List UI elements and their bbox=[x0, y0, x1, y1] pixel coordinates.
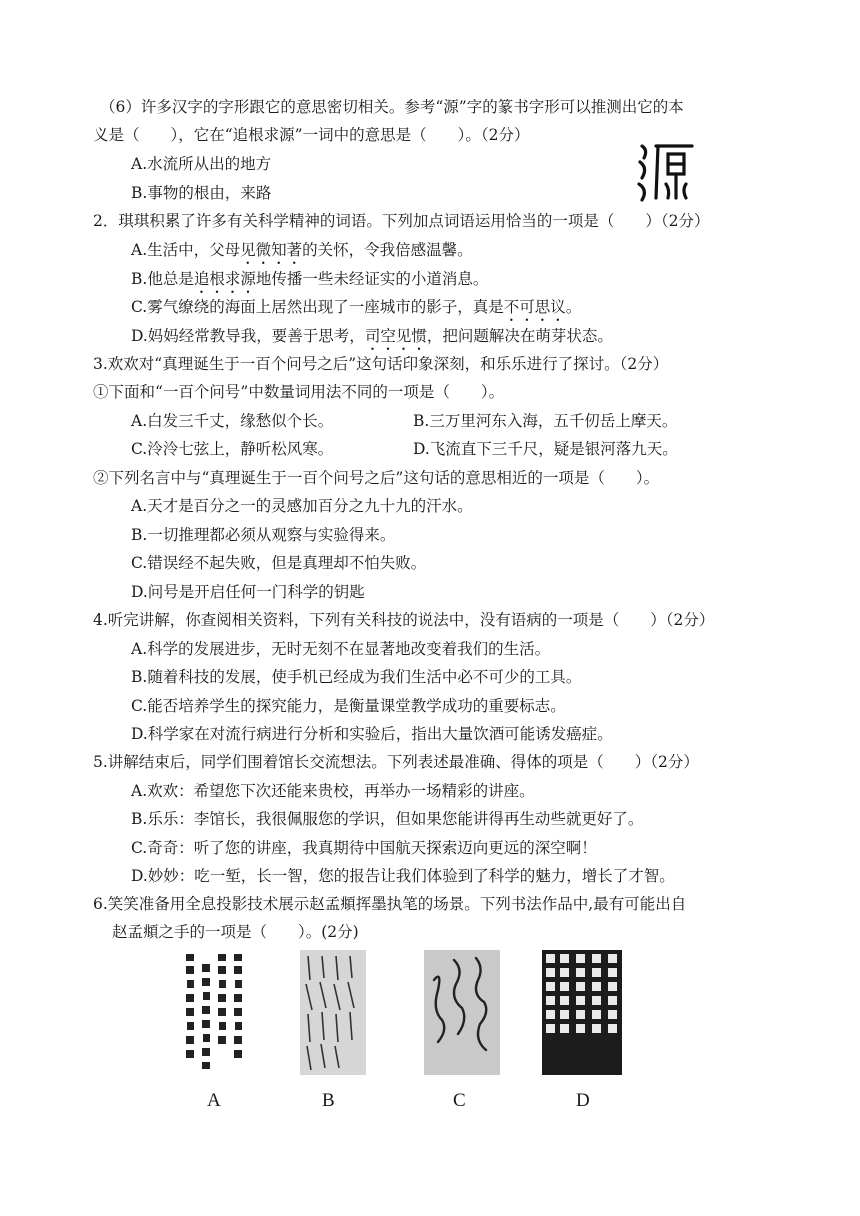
calligraphy-label-d: D bbox=[576, 1090, 590, 1111]
q5-option-b: B.乐乐：李馆长，我很佩服您的学识，但如果您能讲得再生动些就更好了。 bbox=[131, 810, 644, 828]
calligraphy-sample-a-image bbox=[180, 950, 260, 1075]
q5-stem: 5.讲解结束后，同学们围着馆长交流想法。下列表述最准确、得体的项是（ ）（2分） bbox=[93, 753, 699, 771]
calligraphy-sample-d-image bbox=[542, 950, 622, 1075]
q4-option-d: D.科学家在对流行病进行分析和实验后，指出大量饮酒可能诱发癌症。 bbox=[131, 725, 613, 743]
q3-sub2-option-c: C.错误经不起失败，但是真理却不怕失败。 bbox=[131, 554, 427, 572]
seal-script-yuan-image bbox=[636, 140, 696, 202]
q3-sub1-option-a: A.白发三千丈，缘愁似个长。 bbox=[131, 412, 334, 430]
q3-sub1: ①下面和“一百个问号”中数量词用法不同的一项是（ ）。 bbox=[93, 383, 505, 401]
q6-stem-line1: （6）许多汉字的字形跟它的意思密切相关。参考“源”字的篆书字形可以推测出它的本 bbox=[100, 98, 684, 116]
q6b-stem-line1: 6.笑笑准备用全息投影技术展示赵孟頫挥墨执笔的场景。下列书法作品中,最有可能出自 bbox=[93, 895, 687, 913]
q2-stem: 2．琪琪积累了许多有关科学精神的词语。下列加点词语运用恰当的一项是（ ）（2分） bbox=[93, 212, 710, 230]
q6-option-a: A.水流所从出的地方 bbox=[131, 155, 272, 173]
q4-option-a: A.科学的发展进步，无时无刻不在显著地改变着我们的生活。 bbox=[131, 640, 551, 658]
q2-a-dotted-word: 见微知著 bbox=[240, 241, 303, 259]
calligraphy-label-a: A bbox=[207, 1090, 221, 1111]
q4-option-b: B.随着科技的发展，使手机已经成为我们生活中必不可少的工具。 bbox=[131, 668, 582, 686]
q6-option-b: B.事物的根由，来路 bbox=[131, 184, 272, 202]
q4-option-c: C.能否培养学生的探究能力，是衡量课堂教学成功的重要标志。 bbox=[131, 697, 566, 715]
calligraphy-sample-c-image bbox=[424, 950, 500, 1075]
q5-option-d: D.妙妙：吃一堑，长一智，您的报告让我们体验到了科学的魅力，增长了才智。 bbox=[131, 867, 675, 885]
q2-d-dotted-word: 司空见惯 bbox=[364, 327, 427, 345]
q6b-stem-line2: 赵孟頫之手的一项是（ ）。(2分) bbox=[112, 923, 359, 941]
q3-sub2-option-b: B.一切推理都必须从观察与实验得来。 bbox=[131, 526, 396, 544]
q2-c-dotted-word: 不可思议 bbox=[503, 298, 566, 316]
calligraphy-label-b: B bbox=[322, 1090, 335, 1111]
calligraphy-sample-b-image bbox=[300, 950, 366, 1075]
q3-sub2: ②下列名言中与“真理诞生于一百个问号之后”这句话的意思相近的一项是（ ）。 bbox=[93, 469, 660, 487]
q6-stem-line2: 义是（ ），它在“追根求源”一词中的意思是（ ）。（2分） bbox=[93, 126, 530, 144]
q2-option-c: C.雾气缭绕的海面上居然出现了一座城市的影子，真是不可思议。 bbox=[131, 298, 582, 316]
q3-sub1-option-c: C.泠泠七弦上，静听松风寒。 bbox=[131, 440, 334, 458]
q4-stem: 4.听完讲解，你查阅相关资料，下列有关科技的说法中，没有语病的一项是（ ）（2分） bbox=[93, 611, 715, 629]
q3-sub2-option-d: D.问号是开启任何一门科学的钥匙 bbox=[131, 583, 365, 601]
q2-option-b: B.他总是追根求源地传播一些未经证实的小道消息。 bbox=[131, 270, 489, 288]
calligraphy-label-c: C bbox=[453, 1090, 466, 1111]
q2-option-a: A.生活中，父母见微知著的关怀，令我倍感温馨。 bbox=[131, 241, 473, 259]
q5-option-c: C.奇奇：听了您的讲座，我真期待中国航天探索迈向更远的深空啊！ bbox=[131, 839, 597, 857]
q2-b-dotted-word: 追根求源 bbox=[193, 270, 256, 288]
q3-sub1-option-d: D.飞流直下三千尺，疑是银河落九天。 bbox=[413, 440, 678, 458]
q3-sub1-option-b: B.三万里河东入海，五千仞岳上摩天。 bbox=[413, 412, 678, 430]
q3-sub2-option-a: A.天才是百分之一的灵感加百分之九十九的汗水。 bbox=[131, 497, 473, 515]
q2-option-d: D.妈妈经常教导我，要善于思考，司空见惯，把问题解决在萌芽状态。 bbox=[131, 327, 613, 345]
q5-option-a: A.欢欢：希望您下次还能来贵校，再举办一场精彩的讲座。 bbox=[131, 782, 535, 800]
q3-stem: 3.欢欢对“真理诞生于一百个问号之后”这句话印象深刻，和乐乐进行了探讨。（2分） bbox=[93, 355, 669, 373]
